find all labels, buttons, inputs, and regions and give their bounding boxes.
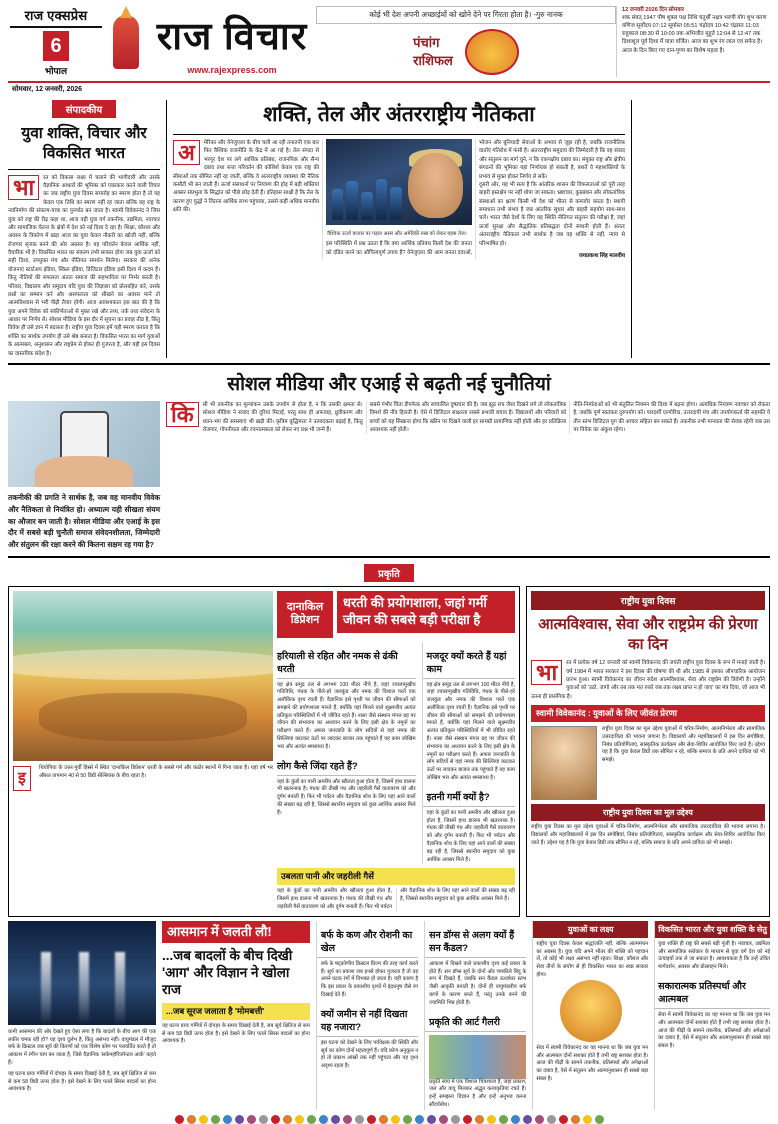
color-dot	[295, 1115, 304, 1124]
danakil-photo-wrap	[13, 591, 273, 912]
fire-red-headline: आसमान में जलती लौ!	[162, 921, 310, 943]
sundog-text-1: आकाश में दिखने वाले प्रकाशीय दृश्य कई प्रकार के होते हैं। सन डॉग्स सूर्य के दोनों ओर चमकीले बिंदु के रूप में दिखते हैं, जबकि सन कैंडल ऊर्ध्वाधर स्तंभ जैसी आकृति बनाती है। दोनों ही वायुमंडलीय बर्फ कणों के कारण बनते हैं, परंतु उनके बनने की ज्यामिति भिन्न होती है।	[429, 960, 527, 1006]
danakil-photo	[13, 591, 273, 761]
lead-headline: शक्ति, तेल और अंतरराष्ट्रीय नैतिकता	[263, 103, 535, 126]
masthead-title-block	[148, 6, 316, 77]
color-dot	[499, 1115, 508, 1124]
edition-city: भोपाल	[44, 66, 68, 76]
color-dot	[187, 1115, 196, 1124]
sundog-column	[424, 921, 526, 1110]
lead-byline: जयप्रकाश सिंह मालवीय	[578, 252, 625, 259]
social-body	[166, 401, 770, 551]
color-dot	[427, 1115, 436, 1124]
color-dot	[511, 1115, 520, 1124]
social-col-3: नीति-निर्माताओं को भी संतुलित नियमन की दिशा में बढ़ना होगा। अत्यधिक नियंत्रण नवाचार को रोकता है, जबकि पूर्ण स्वतंत्रता दुरुपयोग को। पारदर्शी एल्गोरिद्म, उत्तरदायी मंच और उपयोगकर्ता की सहमति ये तीन स्तंभ डिजिटल युग की आचार संहिता बन सकते हैं। तकनीक तभी मानवता की सेवक रहेगी जब उस पर विवेक का अंकुश रहेगा।	[573, 401, 770, 434]
editorial-dropcap: भा	[8, 175, 39, 200]
editorial-column	[8, 100, 160, 358]
masthead-right	[316, 6, 616, 77]
page-number: 6	[43, 31, 69, 61]
fire-yellow-headline: ...जब सूरज जलाता है 'मोमबत्ती'	[162, 1003, 310, 1020]
color-dot	[451, 1115, 460, 1124]
social-col-1	[166, 401, 363, 435]
color-dot	[223, 1115, 232, 1124]
danakil-body-5: यहां के कुंडों का पानी अम्लीय और खौलता हुआ होता है, जिसमें हाथ डालना भी खतरनाक है। गंधक की तीखी गंध और जहरीली गैसें वातावरण को और दुर्गम बनाती हैं। फिर भी पर्यटन और वैज्ञानिक शोध के लिए यहां आने वालों की संख्या बढ़ रही है, जिससे स्थानीय समुदाय को कुछ आर्थिक अवसर मिले हैं।	[277, 888, 515, 911]
social-headline: सोशल मीडिया और एआई से बढ़ती नई चुनौतियां	[227, 373, 551, 395]
color-dot	[319, 1115, 328, 1124]
danakil-sub-2: मजदूर क्यों करते हैं यहां काम	[423, 646, 515, 679]
yuva-dropcap: भा	[531, 660, 562, 685]
color-dot	[391, 1115, 400, 1124]
note-text-2: सेवा में स्वामी विवेकानंद का यह मानना था कि जब युवा मन और आत्मबल दोनों सशक्त होते हैं तभी राष्ट्र सशक्त होता है। आज की पीढ़ी के सामने तकनीक, प्रतिस्पर्धा और अपेक्षाओं का दबाव है, ऐसे में संतुलन और आत्मानुशासन ही सबसे बड़ा संबल है।	[658, 1012, 770, 1050]
fire-yellow-text: यह घटना प्रायः गर्मियों में दोपहर के समय दिखाई देती है, जब सूर्य क्षितिज से कम से कम 58 डिग्री ऊपर होता है। इसे देखने के लिए पतले सिरस बादलों का होना आवश्यक है।	[161, 1022, 310, 1045]
danakil-sub-4: इतनी गर्मी क्यों है?	[423, 787, 515, 807]
issue-date: सोमवार, 12 जनवरी, 2026	[12, 86, 83, 93]
social-media-section	[8, 363, 770, 558]
panchang-date-text: शक संवत् 1947 पौष शुक्ल पक्ष तिथि चतुर्थी नक्षत्र भरणी योग शुभ करण वणिज सूर्योदय 07:12 सूर्यास्त 05:51 चंद्रोदय 10:42 चंद्रास्त 11:03 राहुकाल 08:30 से 10:00 तक अभिजीत मुहूर्त 12:04 से 12:47 तक दिशाशूल पूर्व दिशा में यात्रा वर्जित। आज का शुभ रंग लाल एवं सफेद है। आज के दिन किए गए दान-पुण्य का विशेष महत्व है।	[622, 15, 767, 54]
color-dot	[367, 1115, 376, 1124]
danakil-headline: धरती की प्रयोगशाला, जहां गर्मी जीवन की सबसे बड़ी परीक्षा है	[337, 591, 515, 633]
yuva-diwas-article	[526, 586, 770, 917]
panchang-block[interactable]	[316, 29, 616, 75]
color-dot	[415, 1115, 424, 1124]
color-dot	[475, 1115, 484, 1124]
vivekananda-bar: स्वामी विवेकानंद : युवाओं के लिए जीवंत प्रेरणा	[531, 705, 765, 722]
color-dot	[343, 1115, 352, 1124]
lamp-icon	[104, 6, 148, 77]
ice-sub-1: बर्फ के कण और रोशनी का खेल	[317, 925, 418, 958]
website-link[interactable]: www.rajexpress.com	[187, 64, 277, 75]
color-dot	[199, 1115, 208, 1124]
yuva-purpose-text: राष्ट्रीय युवा दिवस का मूल उद्देश्य युवाओं में चरित्र-निर्माण, आत्मनिर्भरता और सामाजिक उत्तरदायित्व की भावना जगाना है। विद्यालयों और महाविद्यालयों में इस दिन संगोष्ठियां, निबंध प्रतियोगिताएं, सांस्कृतिक कार्यक्रम और सेवा-शिविर आयोजित किए जाते हैं। उद्देश्य यह है कि युवा केवल डिग्री तक सीमित न रहे, बल्कि समाज के प्रति अपने दायित्व को भी समझे।	[531, 824, 765, 846]
color-dot	[379, 1115, 388, 1124]
raised-fist-icon	[560, 980, 622, 1042]
sky-column	[8, 921, 156, 1110]
color-dot	[559, 1115, 568, 1124]
color-dot	[403, 1115, 412, 1124]
lead-photo-caption: वैश्विक ऊर्जा बाजार पर पड़ता असर और अमेरिकी रुख को लेकर बहस तेज।	[327, 231, 467, 237]
editorial-tag: संपादकीय	[52, 100, 116, 118]
social-dropcap: कि	[166, 402, 199, 427]
art-gallery-strip	[429, 1035, 526, 1079]
editorial-headline: युवा शक्ति, विचार और विकसित भारत	[21, 125, 147, 162]
color-dot	[283, 1115, 292, 1124]
danakil-badge: दानाकिल डिप्रेशन	[277, 591, 333, 637]
bridge-text: युवा शक्ति ही राष्ट्र की सबसे बड़ी पूंजी है। नवाचार, उद्यमिता और सामाजिक सरोकार के माध्यम से युवा वर्ग देश को नई ऊंचाइयों तक ले जा सकता है। आवश्यकता है कि उन्हें उचित मार्गदर्शन, अवसर और प्रोत्साहन मिले।	[658, 940, 770, 971]
sundog-text-2: प्रकृति स्वयं में एक विशाल चित्रशाला है, जहां प्रकाश, जल और वायु मिलकर अद्भुत कलाकृतियां रचते हैं। इन्हें समझना विज्ञान है और इन्हें अनुभव करना सौंदर्यबोध।	[429, 1078, 527, 1108]
sky-text-1: कभी आसमान की ओर देखते हुए ऐसा लगा है कि बादलों के बीच आग की एक लकीर चमक रही हो? यह दृश्य दुर्लभ है, किंतु असंभव नहीं। वायुमंडल में मौजूद बर्फ के क्रिस्टल जब सूर्य की किरणों को एक विशेष कोण पर परावर्तित करते हैं तो आकाश में रंगीन चाप बन जाता है, जिसे वैज्ञानिक 'सर्कमहॉरिजॉन्टल आर्क' कहते हैं।	[8, 1028, 156, 1067]
editorial-body	[8, 174, 160, 358]
sundog-sub-2: प्रकृति की आर्ट गैलरी	[425, 1012, 526, 1032]
edition-box	[43, 31, 69, 61]
danakil-sub-5: उबलता पानी और जहरीली गैसें	[277, 868, 515, 885]
yuva-headline: आत्मविश्वास, सेवा और राष्ट्रप्रेम की प्रेरणा का दिन	[538, 616, 758, 653]
bottom-row	[8, 921, 770, 1110]
prakriti-tag-row	[8, 564, 770, 582]
color-dot	[463, 1115, 472, 1124]
danakil-dropcap: इ	[13, 766, 31, 791]
color-dot	[235, 1115, 244, 1124]
color-dot	[547, 1115, 556, 1124]
color-dot	[523, 1115, 532, 1124]
ice-text-2: इस घटना को देखने के लिए पर्यवेक्षक की स्थिति और सूर्य का कोण दोनों महत्वपूर्ण हैं। यदि कोण अनुकूल न हो तो प्रकाश आंखों तक नहीं पहुंचता और यह दृश्य अदृश्य रहता है।	[320, 1039, 419, 1070]
color-dot	[571, 1115, 580, 1124]
color-dot	[307, 1115, 316, 1124]
publisher-name: राज एक्सप्रेस	[24, 8, 88, 23]
bridge-bar: विकसित भारत और युवा शक्ति के सेतु	[655, 921, 770, 938]
danakil-intro: थियोपिया के उत्तर-पूर्वी हिस्से में स्थित 'दानाकिल डिप्रेशन' धरती के सबसे गर्म और कठोर स्थानों में गिना जाता है। यहां वर्ष भर औसत तापमान 40 से 50 डिग्री सेल्सियस के बीच रहता है।	[39, 765, 273, 779]
yuva-purpose-bar: राष्ट्रीय युवा दिवस का मूल उद्देश्य	[531, 804, 765, 821]
color-dot	[331, 1115, 340, 1124]
color-dot	[247, 1115, 256, 1124]
danakil-body-2: यहां के कुंडों का पानी अम्लीय और खौलता हुआ होता है, जिसमें हाथ डालना भी खतरनाक है। गंधक की तीखी गंध और जहरीली गैसें वातावरण को और दुर्गम बनाती हैं। फिर भी पर्यटन और वैज्ञानिक शोध के लिए यहां आने वालों की संख्या बढ़ रही है, जिससे स्थानीय समुदाय को कुछ आर्थिक अवसर मिले हैं।	[277, 778, 416, 816]
danakil-sub-3: लोग कैसे जिंदा रहते हैं?	[277, 756, 416, 776]
ice-text-1: बर्फ के षट्कोणीय क्रिस्टल प्रिज्म की तरह कार्य करते हैं। सूर्य का प्रकाश जब इनसे होकर गुजरता है तो वह अपने घटक रंगों में विभक्त हो जाता है। यही कारण है कि इस प्रकार के प्रकाशीय दृश्यों में इंद्रधनुष जैसे रंग दिखाई देते हैं।	[320, 960, 419, 999]
panchang-label[interactable]: पंचांग	[413, 35, 440, 51]
color-dot	[583, 1115, 592, 1124]
panchang-details	[616, 6, 770, 77]
ice-sub-2: क्यों जमीन से नहीं दिखता यह नजारा?	[317, 1004, 418, 1037]
divider	[10, 26, 102, 28]
quote-of-day: कोई भी देश अपनी अच्छाईयों को खोने देने पर गिरता होता है। -गुरु नानक	[316, 6, 616, 24]
lead-col-2: इस परिस्थिति में प्रश्न उठता है कि क्या आर्थिक प्रतिबंध किसी देश की जनता को दंडित करने का औचित्यपूर्ण उपाय हैं? वेनेजुएला की आम जनता दवाओं, भोजन और बुनियादी सेवाओं के अभाव से जूझ रही है, जबकि राजनीतिक वार्ताएं गतिरोध में फंसी हैं। अंतरराष्ट्रीय समुदाय की जिम्मेदारी है कि वह संवाद और संतुलन का मार्ग चुने, न कि एकपक्षीय दबाव का। संयुक्त राष्ट्र और क्षेत्रीय संगठनों की भूमिका यहां निर्णायक हो सकती है, बशर्ते वे महाशक्तियों के प्रभाव से मुक्त होकर निर्णय ले सकें।	[326, 140, 625, 256]
danakil-text-col	[277, 591, 515, 912]
fire-headline-column	[162, 921, 310, 1110]
social-col-2: सबसे गंभीर चिंता डीपफेक और स्वचालित दुष्प्रचार की है। जब झूठ सच जैसा दिखने लगे तो लोकतांत्रिक विमर्श की नींव हिलती है। ऐसे में डिजिटल साक्षरता सबसे प्रभावी बचाव है। विद्यालयों और परिवारों को बच्चों को यह सिखाना होगा कि स्क्रीन पर दिखने वाली हर सामग्री प्रामाणिक नहीं होती और हर प्रतिक्रिया आवश्यक नहीं होती।	[369, 401, 567, 434]
social-left	[8, 401, 160, 551]
danakil-body-3: यह क्षेत्र समुद्र तल से लगभग 100 मीटर नीचे है, जहां ज्वालामुखीय गतिविधि, गंधक के पीले-हरे जलकुंड और नमक की विशाल परतें एक अलौकिक दृश्य रचती हैं। वैज्ञानिक इसे पृथ्वी पर जीवन की सीमाओं को समझने की प्रयोगशाला मानते हैं, क्योंकि यहां मिलने वाले सूक्ष्मजीव अत्यंत प्रतिकूल परिस्थितियों में भी जीवित रहते हैं। नासा जैसे संस्थान मंगल ग्रह पर जीवन की संभावना का अध्ययन करने के लिए इसी क्षेत्र के नमूनों का परीक्षण करते हैं। अफार जनजाति के लोग सदियों से यहां नमक की सिल्लियां काटकर ऊंटों पर लादकर बाजार तक पहुंचाते हैं यह काम जोखिम भरा और अत्यंत श्रमसाध्य है।	[426, 681, 515, 782]
masthead-left	[8, 6, 104, 77]
sun-icon	[465, 29, 519, 75]
rashifal-label[interactable]: राशिफल	[413, 53, 453, 68]
smartphone-photo	[8, 401, 160, 487]
prakriti-tag: प्रकृति	[364, 564, 414, 582]
lead-dropcap: अ	[173, 140, 200, 165]
yuva-text: रत में प्रत्येक वर्ष 12 जनवरी को स्वामी विवेकानंद की जयंती राष्ट्रीय युवा दिवस के रूप में मनाई जाती है। वर्ष 1984 में भारत सरकार ने इस दिवस की घोषणा की थी और 1985 से इसका औपचारिक आयोजन प्रारंभ हुआ। स्वामी विवेकानंद का जीवन संदेश आत्मविश्वास, सेवा और राष्ट्रप्रेम की त्रिवेणी है। उन्होंने युवाओं को 'उठो, जागो और तब तक मत रुको जब तक लक्ष्य प्राप्त न हो जाए' का मंत्र दिया, जो आज भी उतना ही प्रासंगिक है।	[531, 660, 765, 700]
panchang-date-title: 12 जनवरी 2026 दिन सोमवार	[622, 7, 684, 13]
prakriti-row	[8, 586, 770, 917]
yuva-goal-text: राष्ट्रीय युवा दिवस केवल श्रद्धांजलि नहीं, बल्कि आत्ममंथन का अवसर है। युवा यदि अपने भीतर की शक्ति को पहचान लें, तो कोई भी लक्ष्य असंभव नहीं रहता। शिक्षा, कौशल और सेवा तीनों के संयोग से ही विकसित भारत का स्वप्न साकार होगा।	[536, 940, 649, 979]
lead-text-1: मेरिका और वेनेजुएला के बीच चली आ रही तनातनी एक बार फिर वैश्विक राजनीति के केंद्र में आ गई है। तेल संपदा से भरपूर देश पर लगे आर्थिक प्रतिबंध, राजनयिक और सैन्य दबाव तथा सत्ता परिवर्तन की कोशिशें केवल एक राष्ट्र की सीमाओं तक सीमित नहीं रह जातीं, बल्कि वे अंतरराष्ट्रीय व्यवस्था की नैतिक कसौटी भी बन जाती हैं। ऊर्जा संसाधनों पर नियंत्रण की होड़ में बड़ी शक्तियां अक्सर संप्रभुता के सिद्धांत को पीछे छोड़ देती हैं। इतिहास साक्षी है कि तेल के कारण हुए युद्धों ने जितना आर्थिक लाभ पहुंचाया, उससे कहीं अधिक मानवीय क्षति की।	[173, 140, 319, 213]
color-dot	[355, 1115, 364, 1124]
note-sub: सकारात्मक प्रतिस्पर्धा और आत्मबल	[655, 976, 770, 1009]
yuva-body	[531, 659, 765, 701]
color-dot	[487, 1115, 496, 1124]
color-dot	[211, 1115, 220, 1124]
color-dot	[175, 1115, 184, 1124]
danakil-sub-1: हरियाली से रहित और नमक से ढंकी धरती	[277, 646, 416, 679]
yuva-bar: राष्ट्रीय युवा दिवस	[531, 591, 765, 610]
yuva-goal-column	[532, 921, 648, 1110]
bridge-column	[654, 921, 770, 1110]
danakil-article	[8, 586, 520, 917]
yuva-goal-bar: युवाओं का लक्ष्य	[533, 921, 648, 938]
color-dot	[535, 1115, 544, 1124]
color-dot	[259, 1115, 268, 1124]
sundog-sub-1: सन डॉग्स से अलग क्यों हैं सन कैंडल?	[425, 925, 526, 958]
editorial-row	[8, 100, 770, 358]
vivekananda-portrait	[531, 726, 597, 800]
lead-col-1	[173, 139, 319, 214]
sky-text-2: यह घटना प्रायः गर्मियों में दोपहर के समय दिखाई देती है, जब सूर्य क्षितिज से कम से कम 58 डिग्री ऊपर होता है। इसे देखने के लिए पतले सिरस बादलों का होना आवश्यक है।	[8, 1070, 156, 1093]
lead-col-3: दूसरी ओर, यह भी सत्य है कि आंतरिक शासन की विफलताओं को पूरी तरह बाहरी हस्तक्षेप पर नहीं थोपा जा सकता। भ्रष्टाचार, कुप्रबंधन और लोकतांत्रिक संस्थाओं का क्षरण किसी भी देश को भीतर से कमजोर करता है। स्थायी समाधान तभी संभव है जब आंतरिक सुधार और बाहरी सहयोग साथ-साथ चलें। भारत जैसे देशों के लिए यह स्थिति नीतिगत संतुलन की परीक्षा है, जहां ऊर्जा सुरक्षा और सैद्धांतिक प्रतिबद्धता दोनों साधनी होती हैं। अंततः अंतरराष्ट्रीय नैतिकता तभी सार्थक है जब वह शक्ति से नहीं, न्याय से परिभाषित हो।	[479, 181, 625, 247]
yuva-note-text: सेवा में स्वामी विवेकानंद का यह मानना था कि जब युवा मन और आत्मबल दोनों सशक्त होते हैं तभी राष्ट्र सशक्त होता है। आज की पीढ़ी के सामने तकनीक, प्रतिस्पर्धा और अपेक्षाओं का दबाव है, ऐसे में संतुलन और आत्मानुशासन ही सबसे बड़ा संबल है।	[536, 1044, 649, 1082]
color-calibration-strip	[8, 1115, 770, 1124]
color-dot	[271, 1115, 280, 1124]
social-text-1: सी भी तकनीक का मूल्यांकन उसके उपयोग से होता है, न कि उसकी क्षमता से। सोशल मीडिया ने संवाद की दूरियां मिटाईं, परंतु साथ ही अफवाह, ध्रुवीकरण और ध्यान-भंग की समस्याएं भी खड़ी कीं। कृत्रिम बुद्धिमत्ता ने उत्पादकता बढ़ाई है, किंतु रोजगार, गोपनीयता और रचनात्मकता को लेकर नए प्रश्न भी जन्मे हैं।	[202, 401, 363, 434]
social-standfirst: तकनीकी की प्रगति ने सार्थक है, जब वह मानवीय विवेक और नैतिकता से नियंत्रित हो। अध्यात्म यही सीखता संयम का औजार बन जाती है। सोशल मीडिया और एआई के इस दौर में सबसे बड़ी चुनौती समाज संवेदनशीलता, जिम्मेदारी और संतुलन की रक्षा करने की कितना सक्षम रह गया है?	[8, 492, 160, 550]
danakil-body-1: यह क्षेत्र समुद्र तल से लगभग 100 मीटर नीचे है, जहां ज्वालामुखीय गतिविधि, गंधक के पीले-हरे जलकुंड और नमक की विशाल परतें एक अलौकिक दृश्य रचती हैं। वैज्ञानिक इसे पृथ्वी पर जीवन की सीमाओं को समझने की प्रयोगशाला मानते हैं, क्योंकि यहां मिलने वाले सूक्ष्मजीव अत्यंत प्रतिकूल परिस्थितियों में भी जीवित रहते हैं। नासा जैसे संस्थान मंगल ग्रह पर जीवन की संभावना का अध्ययन करने के लिए इसी क्षेत्र के नमूनों का परीक्षण करते हैं। अफार जनजाति के लोग सदियों से यहां नमक की सिल्लियां काटकर ऊंटों पर लादकर बाजार तक पहुंचाते हैं यह काम जोखिम भरा और अत्यंत श्रमसाध्य है।	[277, 681, 416, 750]
danakil-body-4: यहां के कुंडों का पानी अम्लीय और खौलता हुआ होता है, जिसमें हाथ डालना भी खतरनाक है। गंधक की तीखी गंध और जहरीली गैसें वातावरण को और दुर्गम बनाती हैं। फिर भी पर्यटन और वैज्ञानिक शोध के लिए यहां आने वालों की संख्या बढ़ रही है, जिससे स्थानीय समुदाय को कुछ आर्थिक अवसर मिले हैं।	[426, 809, 515, 863]
sky-photo	[8, 921, 156, 1025]
ice-column	[316, 921, 418, 1110]
color-dot	[439, 1115, 448, 1124]
color-dot	[595, 1115, 604, 1124]
masthead	[8, 6, 770, 83]
editorial-text: रत को विकास लक्ष्य में चलाने की भागीदारी और उसके वैज्ञानिक आधारों की भूमिका को एकाकार करने वाली विचार का जब राष्ट्रीय युवा दिवस समारोह का स्मरण होता है तो यह केवल एक तिथि का स्मरण नहीं रह जाता बल्कि यह राष्ट्र के नवनिर्माण की संकल्प-यात्रा का पुनर्पाठ बन जाता है। स्वामी विवेकानंद ने जिस युवा को राष्ट्र की रीढ़ कहा था, आज वही युवा वर्ग तकनीक, उद्यमिता, नवाचार और सामाजिक चेतना के क्षेत्रों में देश को नई दिशा दे रहा है। शिक्षा, कौशल और अवसर के त्रिकोण में खड़ा आज का युवा केवल नौकरी का खोजी नहीं, बल्कि रोजगार सृजक बनने की ओर अग्रसर है। यह परिवर्तन केवल आर्थिक नहीं, वैचारिक भी है। विकसित भारत का संकल्प तभी साकार होगा जब युवा ऊर्जा को सही दिशा, उपयुक्त मंच और नीतिगत समर्थन मिलेगा। सरकार की अनेक योजनाएं स्टार्टअप इंडिया, स्किल इंडिया, डिजिटल इंडिया इसी दिशा में कदम हैं। किंतु नीतियों की सफलता अंततः समाज की सहभागिता पर निर्भर करती है। परिवार, विद्यालय और समुदाय यदि युवा की जिज्ञासा को प्रोत्साहित करें, उसके प्रश्नों का सम्मान करें और असफलता को सीखने का अवसर मानें तो आत्मविश्वास से भरी पीढ़ी तैयार होगी। आज आवश्यकता इस बात की है कि युवा अपने विवेक को संकीर्णताओं से मुक्त रखे और तथ्य, तर्क तथा संवेदना के आधार पर निर्णय ले। सोशल मीडिया के इस दौर में सूचना का प्रवाह तीव्र है, किंतु विवेक ही उसे ज्ञान में बदलता है। राष्ट्रीय युवा दिवस हमें यही स्मरण कराता है कि शक्ति का सार्थक उपयोग ही उसे श्रेष्ठ बनाता है। विकसित भारत का मार्ग युवाओं के आत्मबल, अनुशासन और राष्ट्रप्रेम से होकर ही गुजरता है, और यही इस दिवस का वास्तविक संदेश है।	[8, 174, 160, 357]
vivekananda-text: राष्ट्रीय युवा दिवस का मूल उद्देश्य युवाओं में चरित्र-निर्माण, आत्मनिर्भरता और सामाजिक उत्तरदायित्व की भावना जगाना है। विद्यालयों और महाविद्यालयों में इस दिन संगोष्ठियां, निबंध प्रतियोगिताएं, सांस्कृतिक कार्यक्रम और सेवा-शिविर आयोजित किए जाते हैं। उद्देश्य यह है कि युवा केवल डिग्री तक सीमित न रहे, बल्कि समाज के प्रति अपने दायित्व को भी समझे।	[602, 726, 765, 764]
fire-black-headline: ...जब बादलों के बीच दिखी 'आग' और विज्ञान ने खोला राज	[161, 948, 293, 997]
page-title: राज विचार	[156, 15, 308, 58]
lead-article	[166, 100, 632, 358]
lead-photo	[326, 139, 472, 225]
